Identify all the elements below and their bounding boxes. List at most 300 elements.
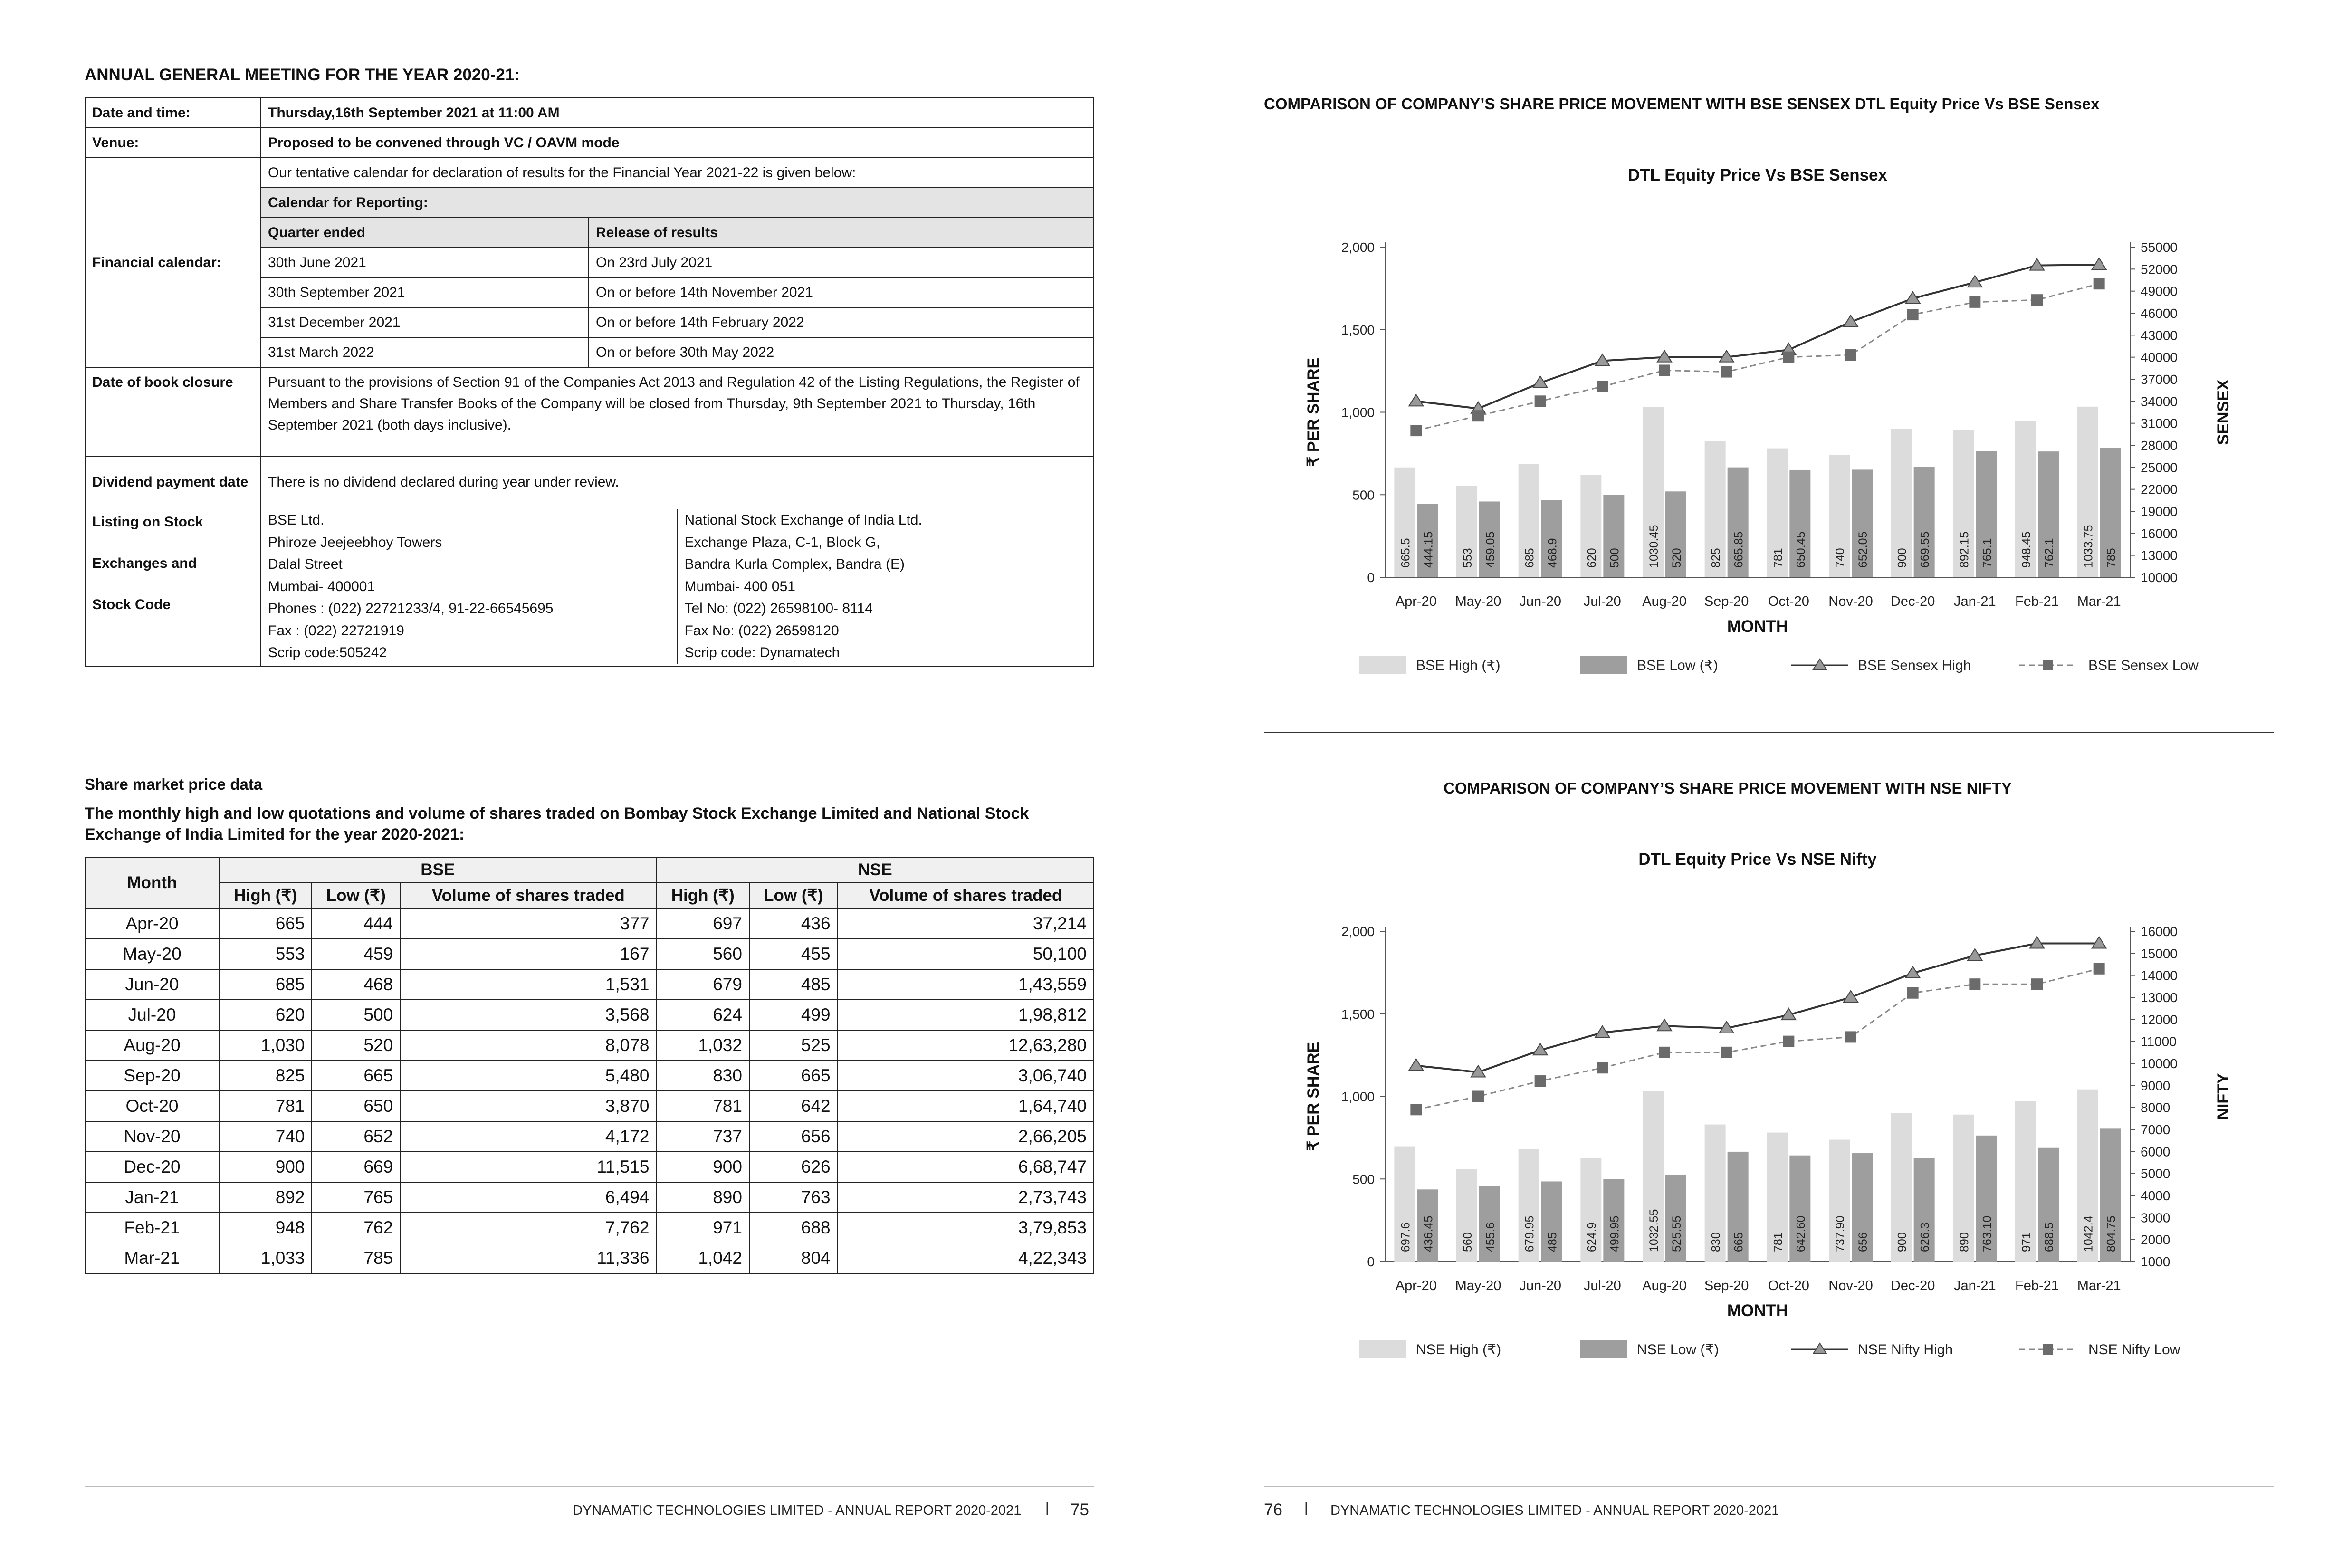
legend-marker-square — [2043, 1344, 2053, 1355]
value-cell: 12,63,280 — [838, 1030, 1094, 1061]
share-price-table — [85, 857, 1094, 1274]
x-axis-label: MONTH — [1727, 617, 1788, 636]
y-tick-label: 1,500 — [1341, 1006, 1375, 1022]
line-point-square — [1472, 410, 1484, 421]
calendar-release: On or before 30th May 2022 — [589, 337, 1094, 367]
bse-address — [268, 509, 677, 664]
nse-comparison-chart — [1264, 841, 2285, 1368]
listing-label-line: Exchanges and — [92, 555, 197, 571]
address-line: Mumbai- 400 051 — [684, 578, 795, 594]
bar-high-label: 971 — [2020, 1232, 2033, 1252]
nse-address — [677, 509, 1094, 664]
value-cell: 781 — [656, 1091, 749, 1121]
high-line — [1416, 943, 2099, 1072]
value-cell: 781 — [219, 1091, 312, 1121]
bar-high-label: 1030.45 — [1647, 525, 1661, 568]
address-line: Exchange Plaza, C-1, Block G, — [684, 534, 880, 550]
table-row — [85, 939, 1094, 969]
financial-calendar-label: Financial calendar: — [85, 158, 261, 367]
chart-1-heading: COMPARISON OF COMPANY’S SHARE PRICE MOVEMENT WITH BSE SENSEX DTL Equity Price Vs BSE Sensex — [1264, 95, 2100, 113]
venue-value: Proposed to be convened through VC / OAVM mode — [261, 128, 1094, 158]
x-tick-label: May-20 — [1455, 1278, 1501, 1293]
line-point-triangle — [1409, 1059, 1423, 1071]
calendar-quarter: 31st December 2021 — [261, 307, 589, 337]
table-row — [85, 1000, 1094, 1030]
value-cell: 167 — [400, 939, 656, 969]
bar-high-label: 890 — [1958, 1232, 1971, 1252]
bar-low-label: 688.5 — [2043, 1222, 2056, 1252]
y-tick-label: 1,000 — [1341, 405, 1375, 420]
bar-low-label: 669.55 — [1918, 531, 1932, 568]
y2-tick-label: 6000 — [2141, 1144, 2170, 1159]
month-cell: Mar-21 — [85, 1243, 219, 1273]
bar-high-label: 560 — [1461, 1232, 1474, 1252]
y2-tick-label: 2000 — [2141, 1232, 2170, 1247]
page-number: 76 — [1264, 1501, 1282, 1519]
value-cell: 900 — [219, 1152, 312, 1182]
value-cell: 11,336 — [400, 1243, 656, 1273]
y2-tick-label: 12000 — [2141, 1012, 2178, 1027]
x-tick-label: Dec-20 — [1890, 1278, 1935, 1293]
address-line: Tel No: (022) 26598100- 8114 — [684, 601, 873, 616]
nse-low-header: Low (₹) — [749, 883, 838, 908]
value-cell: 1,98,812 — [838, 1000, 1094, 1030]
bar-high-label: 740 — [1834, 548, 1847, 568]
y-tick-label: 1,000 — [1341, 1089, 1375, 1104]
value-cell: 6,494 — [400, 1182, 656, 1213]
value-cell: 4,172 — [400, 1121, 656, 1152]
value-cell: 971 — [656, 1213, 749, 1243]
footer-text: DYNAMATIC TECHNOLOGIES LIMITED - ANNUAL REPORT 2020-2021 — [1330, 1503, 1779, 1518]
dividend-text: There is no dividend declared during year under review. — [261, 457, 1094, 507]
table-row — [85, 969, 1094, 1000]
calendar-release: On or before 14th November 2021 — [589, 277, 1094, 307]
y2-tick-label: 14000 — [2141, 968, 2178, 983]
y2-tick-label: 40000 — [2141, 350, 2178, 365]
value-cell: 948 — [219, 1213, 312, 1243]
quarter-ended-header: Quarter ended — [261, 218, 589, 248]
line-point-square — [1907, 309, 1919, 320]
bse-volume-header: Volume of shares traded — [400, 883, 656, 908]
bar-low-label: 520 — [1670, 548, 1683, 568]
value-cell: 1,531 — [400, 969, 656, 1000]
value-cell: 560 — [656, 939, 749, 969]
legend-marker-square — [2043, 660, 2053, 670]
value-cell: 642 — [749, 1091, 838, 1121]
table-row — [85, 1182, 1094, 1213]
x-tick-label: Aug-20 — [1642, 1278, 1687, 1293]
value-cell: 624 — [656, 1000, 749, 1030]
line-point-square — [1535, 1075, 1546, 1087]
bar-low-label: 626.3 — [1918, 1222, 1932, 1252]
line-point-square — [1597, 381, 1608, 392]
address-line: Phiroze Jeejeebhoy Towers — [268, 534, 442, 550]
bar-high-label: 737.90 — [1834, 1215, 1847, 1252]
value-cell: 7,762 — [400, 1213, 656, 1243]
nse-volume-header: Volume of shares traded — [838, 883, 1094, 908]
y-axis-label: ₹ PER SHARE — [1304, 1042, 1322, 1151]
y2-tick-label: 3000 — [2141, 1210, 2170, 1225]
address-line: Phones : (022) 22721233/4, 91-22-66545695 — [268, 601, 554, 616]
bar-low-label: 762.1 — [2043, 538, 2056, 568]
bar-high-label: 679.95 — [1523, 1215, 1537, 1252]
value-cell: 656 — [749, 1121, 838, 1152]
value-cell: 37,214 — [838, 908, 1094, 939]
address-line: Scrip code:505242 — [268, 645, 387, 660]
y2-tick-label: 25000 — [2141, 460, 2178, 475]
chart-2-heading: COMPARISON OF COMPANY’S SHARE PRICE MOVEMENT WITH NSE NIFTY — [1444, 779, 2012, 797]
value-cell: 5,480 — [400, 1061, 656, 1091]
x-tick-label: Jul-20 — [1583, 594, 1621, 609]
address-line: Fax No: (022) 26598120 — [684, 622, 839, 639]
value-cell: 762 — [312, 1213, 400, 1243]
x-tick-label: Dec-20 — [1890, 594, 1935, 609]
value-cell: 2,73,743 — [838, 1182, 1094, 1213]
y2-tick-label: 22000 — [2141, 482, 2178, 497]
x-tick-label: Sep-20 — [1704, 1278, 1749, 1293]
address-line: BSE Ltd. — [268, 512, 325, 528]
legend-label: NSE Nifty Low — [2088, 1342, 2180, 1358]
dividend-label: Dividend payment date — [85, 457, 261, 507]
value-cell: 4,22,343 — [838, 1243, 1094, 1273]
bar-low-label: 665.85 — [1732, 531, 1746, 568]
table-row — [85, 1213, 1094, 1243]
x-tick-label: Nov-20 — [1828, 1278, 1873, 1293]
value-cell: 804 — [749, 1243, 838, 1273]
bar-high-label: 948.45 — [2020, 531, 2033, 568]
bar-high-label: 697.6 — [1399, 1222, 1413, 1252]
bse-comparison-chart — [1264, 157, 2285, 684]
value-cell: 669 — [312, 1152, 400, 1182]
value-cell: 652 — [312, 1121, 400, 1152]
y2-tick-label: 10000 — [2141, 1056, 2178, 1071]
line-point-square — [1535, 395, 1546, 407]
value-cell: 825 — [219, 1061, 312, 1091]
value-cell: 1,033 — [219, 1243, 312, 1273]
value-cell: 685 — [219, 969, 312, 1000]
listing-label-line: Stock Code — [92, 597, 171, 612]
address-line: Bandra Kurla Complex, Bandra (E) — [684, 556, 905, 572]
table-row — [85, 1243, 1094, 1273]
value-cell: 679 — [656, 969, 749, 1000]
line-point-square — [2094, 278, 2105, 289]
venue-label: Venue: — [85, 128, 261, 158]
bar-high-label: 830 — [1709, 1232, 1723, 1252]
y-tick-label: 2,000 — [1341, 240, 1375, 255]
line-point-square — [1783, 352, 1794, 363]
share-market-desc: The monthly high and low quotations and volume of shares traded on Bombay Stock Exchange Limited and National Stock Exchange of India Limited for the year 2020-2021: — [85, 804, 1029, 844]
line-point-square — [1845, 349, 1856, 361]
value-cell: 626 — [749, 1152, 838, 1182]
value-cell: 890 — [656, 1182, 749, 1213]
value-cell: 737 — [656, 1121, 749, 1152]
value-cell: 1,030 — [219, 1030, 312, 1061]
share-market-heading: Share market price data — [85, 775, 263, 793]
bar-low-label: 785 — [2104, 548, 2118, 568]
y2-tick-label: 8000 — [2141, 1100, 2170, 1115]
value-cell: 377 — [400, 908, 656, 939]
section-divider — [1264, 732, 2274, 733]
y2-tick-label: 43000 — [2141, 328, 2178, 343]
table-row — [85, 1061, 1094, 1091]
y2-tick-label: 52000 — [2141, 262, 2178, 277]
bar-high-label: 620 — [1585, 548, 1599, 568]
x-axis-label: MONTH — [1727, 1301, 1788, 1320]
listing-label — [85, 507, 261, 667]
line-point-square — [1907, 987, 1919, 999]
value-cell: 3,79,853 — [838, 1213, 1094, 1243]
bar-low-label: 485 — [1546, 1232, 1559, 1252]
bar-low-label: 499.95 — [1608, 1215, 1622, 1252]
x-tick-label: Apr-20 — [1395, 594, 1437, 609]
calendar-quarter: 30th June 2021 — [261, 248, 589, 277]
line-point-square — [1969, 978, 1980, 990]
book-closure-text: Pursuant to the provisions of Section 91 of the Companies Act 2013 and Regulation 42 of the Listing Regulations, the Register of Members and Share Transfer Books of the Company will be closed from Thursday, 9th September 2021 to Thursday, 16th September 2021 (both days inclusive). — [261, 367, 1094, 457]
footer-rule — [85, 1486, 1094, 1487]
legend-marker-triangle — [1813, 659, 1826, 669]
bar-low-label: 804.75 — [2104, 1215, 2118, 1252]
bar-high-label: 665.5 — [1399, 538, 1413, 568]
value-cell: 485 — [749, 969, 838, 1000]
chart-title: DTL Equity Price Vs NSE Nifty — [1638, 850, 1877, 869]
bar-high-label: 685 — [1523, 548, 1537, 568]
x-tick-label: Sep-20 — [1704, 594, 1749, 609]
x-tick-label: Jan-21 — [1953, 594, 1996, 609]
bar-low-label: 665 — [1732, 1232, 1746, 1252]
line-point-square — [1410, 1104, 1422, 1115]
x-tick-label: Jun-20 — [1519, 1278, 1562, 1293]
y2-tick-label: 28000 — [2141, 438, 2178, 453]
value-cell: 3,870 — [400, 1091, 656, 1121]
bar-high-label: 781 — [1771, 1232, 1785, 1252]
y2-tick-label: 55000 — [2141, 240, 2178, 255]
bar-high-label: 892.15 — [1958, 531, 1971, 568]
x-tick-label: Jun-20 — [1519, 594, 1562, 609]
agm-row-venue — [85, 128, 1094, 158]
value-cell: 11,515 — [400, 1152, 656, 1182]
value-cell: 830 — [656, 1061, 749, 1091]
value-cell: 3,568 — [400, 1000, 656, 1030]
line-point-triangle — [1657, 1019, 1672, 1031]
line-point-square — [1597, 1062, 1608, 1073]
legend-swatch-low — [1580, 1340, 1627, 1358]
value-cell: 650 — [312, 1091, 400, 1121]
bar-low-label: 436.45 — [1422, 1215, 1435, 1252]
chart-title: DTL Equity Price Vs BSE Sensex — [1628, 166, 1887, 184]
x-tick-label: May-20 — [1455, 594, 1501, 609]
footer-separator: | — [1045, 1501, 1049, 1516]
month-cell: Jan-21 — [85, 1182, 219, 1213]
month-cell: Dec-20 — [85, 1152, 219, 1182]
legend-label: BSE Sensex Low — [2088, 658, 2199, 673]
value-cell: 765 — [312, 1182, 400, 1213]
y2-tick-label: 16000 — [2141, 526, 2178, 541]
line-point-triangle — [1657, 351, 1672, 362]
legend-label: NSE Low (₹) — [1637, 1342, 1719, 1358]
x-tick-label: Aug-20 — [1642, 594, 1687, 609]
y2-tick-label: 9000 — [2141, 1078, 2170, 1093]
month-cell: Oct-20 — [85, 1091, 219, 1121]
value-cell: 499 — [749, 1000, 838, 1030]
legend-swatch-high — [1359, 1340, 1406, 1358]
nse-header: NSE — [656, 857, 1094, 883]
bse-high-header: High (₹) — [219, 883, 312, 908]
y2-tick-label: 13000 — [2141, 990, 2178, 1005]
table-row — [85, 1121, 1094, 1152]
table-row — [85, 1091, 1094, 1121]
y2-axis-label: NIFTY — [2214, 1073, 2232, 1120]
month-cell: May-20 — [85, 939, 219, 969]
x-tick-label: Jul-20 — [1583, 1278, 1621, 1293]
line-point-square — [1783, 1036, 1794, 1047]
y2-tick-label: 5000 — [2141, 1166, 2170, 1181]
value-cell: 525 — [749, 1030, 838, 1061]
line-point-square — [1969, 296, 1980, 308]
book-closure-label: Date of book closure — [85, 367, 261, 457]
x-tick-label: Feb-21 — [2015, 594, 2059, 609]
calendar-quarter: 31st March 2022 — [261, 337, 589, 367]
value-cell: 436 — [749, 908, 838, 939]
address-line: Mumbai- 400001 — [268, 578, 375, 594]
y2-tick-label: 13000 — [2141, 548, 2178, 563]
bar-low-label: 500 — [1608, 548, 1622, 568]
value-cell: 520 — [312, 1030, 400, 1061]
value-cell: 665 — [219, 908, 312, 939]
value-cell: 444 — [312, 908, 400, 939]
line-point-square — [2031, 294, 2043, 306]
month-cell: Aug-20 — [85, 1030, 219, 1061]
date-time-value: Thursday,16th September 2021 at 11:00 AM — [261, 98, 1094, 128]
value-cell: 892 — [219, 1182, 312, 1213]
listing-label-line: Listing on Stock — [92, 514, 203, 530]
page-number: 75 — [1071, 1501, 1089, 1519]
month-cell: Jul-20 — [85, 1000, 219, 1030]
calendar-release: On 23rd July 2021 — [589, 248, 1094, 277]
release-header: Release of results — [589, 218, 1094, 248]
footer-separator: | — [1304, 1501, 1308, 1516]
nse-high-header: High (₹) — [656, 883, 749, 908]
value-cell: 665 — [312, 1061, 400, 1091]
calendar-release: On or before 14th February 2022 — [589, 307, 1094, 337]
bar-high-label: 781 — [1771, 548, 1785, 568]
legend-swatch-low — [1580, 656, 1627, 674]
line-point-square — [1472, 1091, 1484, 1102]
high-line — [1416, 265, 2099, 409]
value-cell: 1,042 — [656, 1243, 749, 1273]
value-cell: 455 — [749, 939, 838, 969]
y2-tick-label: 46000 — [2141, 306, 2178, 321]
table-row — [85, 908, 1094, 939]
month-cell: Jun-20 — [85, 969, 219, 1000]
line-point-square — [1721, 366, 1732, 378]
y-tick-label: 1,500 — [1341, 322, 1375, 337]
x-tick-label: Oct-20 — [1768, 594, 1809, 609]
value-cell: 3,06,740 — [838, 1061, 1094, 1091]
y2-tick-label: 37000 — [2141, 372, 2178, 387]
y-tick-label: 500 — [1352, 1172, 1375, 1187]
agm-heading: ANNUAL GENERAL MEETING FOR THE YEAR 2020-21: — [85, 66, 520, 84]
bar-low-label: 652.05 — [1856, 531, 1870, 568]
month-header: Month — [85, 857, 219, 908]
y2-tick-label: 11000 — [2141, 1034, 2177, 1049]
bse-header: BSE — [219, 857, 656, 883]
value-cell: 697 — [656, 908, 749, 939]
bar-low-label: 455.6 — [1484, 1222, 1497, 1252]
value-cell: 1,032 — [656, 1030, 749, 1061]
y-tick-label: 2,000 — [1341, 924, 1375, 939]
x-tick-label: Apr-20 — [1395, 1278, 1437, 1293]
y-tick-label: 0 — [1367, 570, 1375, 585]
footer-text: DYNAMATIC TECHNOLOGIES LIMITED - ANNUAL REPORT 2020-2021 — [573, 1503, 1022, 1518]
value-cell: 740 — [219, 1121, 312, 1152]
agm-table — [85, 97, 1094, 667]
line-point-square — [2094, 963, 2105, 975]
bar-high-label: 1032.55 — [1647, 1209, 1661, 1252]
bar-low-label: 468.9 — [1546, 538, 1559, 568]
y2-tick-label: 31000 — [2141, 416, 2178, 431]
legend-label: NSE Nifty High — [1858, 1342, 1953, 1358]
bar-low-label: 459.05 — [1484, 531, 1497, 568]
month-cell: Apr-20 — [85, 908, 219, 939]
y2-tick-label: 16000 — [2141, 924, 2178, 939]
calendar-quarter: 30th September 2021 — [261, 277, 589, 307]
value-cell: 500 — [312, 1000, 400, 1030]
line-point-triangle — [1409, 394, 1423, 406]
date-time-label: Date and time: — [85, 98, 261, 128]
legend-swatch-high — [1359, 656, 1406, 674]
bar-high-label: 825 — [1709, 548, 1723, 568]
value-cell: 1,64,740 — [838, 1091, 1094, 1121]
bar-high-label: 553 — [1461, 548, 1474, 568]
y2-tick-label: 34000 — [2141, 394, 2178, 409]
value-cell: 785 — [312, 1243, 400, 1273]
bar-low-label: 765.1 — [1980, 538, 1994, 568]
line-point-square — [1845, 1031, 1856, 1042]
bar-high-label: 1042.4 — [2082, 1215, 2095, 1252]
value-cell: 763 — [749, 1182, 838, 1213]
value-cell: 900 — [656, 1152, 749, 1182]
line-point-triangle — [2092, 258, 2106, 269]
y2-axis-label: SENSEX — [2214, 379, 2232, 445]
value-cell: 468 — [312, 969, 400, 1000]
value-cell: 620 — [219, 1000, 312, 1030]
y2-tick-label: 4000 — [2141, 1188, 2170, 1203]
address-line: National Stock Exchange of India Ltd. — [684, 512, 922, 528]
line-point-square — [1721, 1047, 1732, 1058]
legend-label: BSE Sensex High — [1858, 658, 1971, 673]
x-tick-label: Oct-20 — [1768, 1278, 1809, 1293]
month-cell: Feb-21 — [85, 1213, 219, 1243]
address-line: Dalal Street — [268, 556, 343, 572]
value-cell: 50,100 — [838, 939, 1094, 969]
low-line — [1416, 969, 2099, 1110]
bar-low-label: 650.45 — [1794, 531, 1808, 568]
y2-tick-label: 49000 — [2141, 284, 2178, 299]
x-tick-label: Nov-20 — [1828, 594, 1873, 609]
value-cell: 688 — [749, 1213, 838, 1243]
month-cell: Nov-20 — [85, 1121, 219, 1152]
footer-rule — [1264, 1486, 2274, 1487]
y2-tick-label: 19000 — [2141, 504, 2178, 519]
agm-row-date — [85, 98, 1094, 128]
calendar-intro: Our tentative calendar for declaration of results for the Financial Year 2021-22 is given below: — [261, 158, 1094, 188]
bar-low-label: 763.10 — [1980, 1215, 1994, 1252]
line-point-square — [1410, 425, 1422, 436]
bar-low-label: 444.15 — [1422, 531, 1435, 568]
bar-low-label: 656 — [1856, 1232, 1870, 1252]
low-line — [1416, 284, 2099, 430]
value-cell: 1,43,559 — [838, 969, 1094, 1000]
